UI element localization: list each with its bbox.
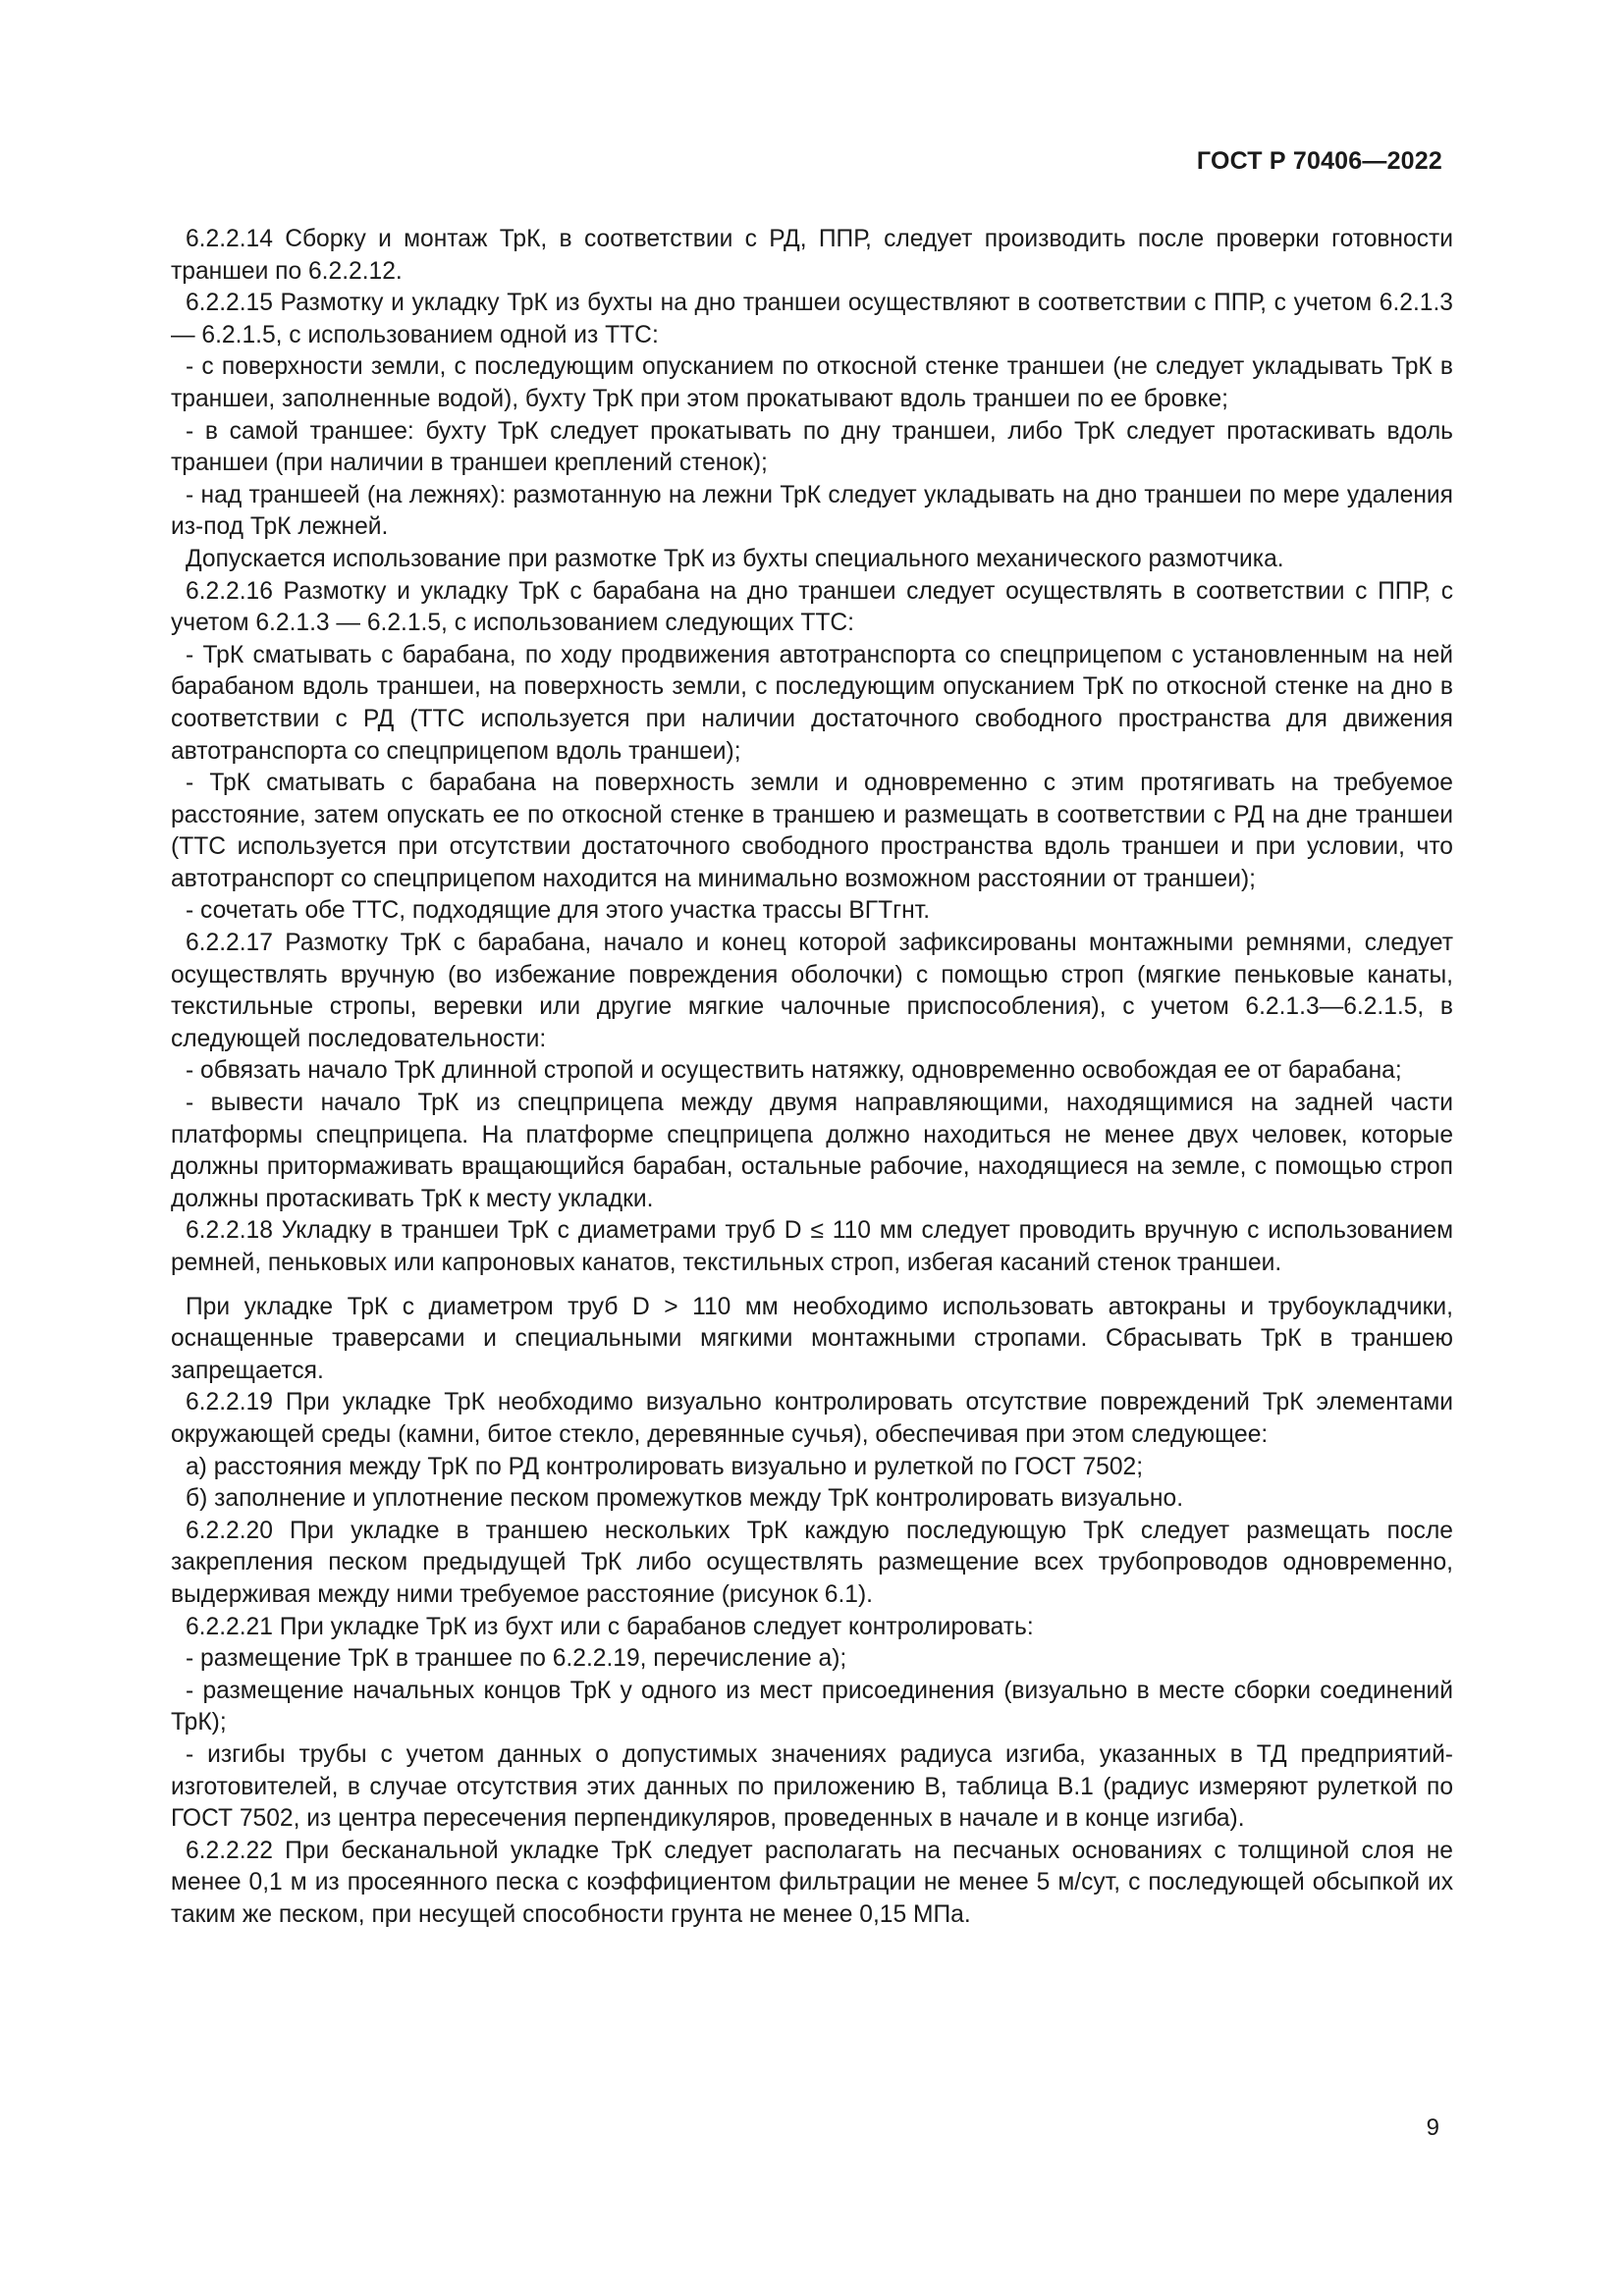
list-item: б) заполнение и уплотнение песком промежутков между ТрК контролировать визуально.: [186, 1485, 1184, 1513]
paragraph-note: Допускается использование при размотке ТрК из бухты специального механического размотчика.: [186, 545, 1284, 572]
paragraph-6-2-2-19: 6.2.2.19 При укладке ТрК необходимо визуально контролировать отсутствие повреждений ТрК элементами окружающей среды (камни, битое стекло, деревянные сучья), обеспечивая при этом следующее:: [171, 1389, 1453, 1448]
paragraph-6-2-2-15: 6.2.2.15 Размотку и укладку ТрК из бухты на дно траншеи осуществляют в соответствии с ППР, с учетом 6.2.1.3 — 6.2.1.5, с использованием одной из ТТС:: [171, 290, 1453, 348]
body-text: [171, 224, 1453, 1931]
list-item: а) расстояния между ТрК по РД контролировать визуально и рулеткой по ГОСТ 7502;: [186, 1453, 1144, 1480]
paragraph-6-2-2-18: 6.2.2.18 Укладку в траншеи ТрК с диаметрами труб D ≤ 110 мм следует проводить вручную с использованием ремней, пеньковых или капроновых канатов, текстильных строп, избегая касаний стенок траншеи.: [171, 1217, 1453, 1276]
list-item: - обвязать начало ТрК длинной стропой и осуществить натяжку, одновременно освобождая ее от барабана;: [186, 1057, 1402, 1085]
list-item: - над траншеей (на лежнях): размотанную на лежни ТрК следует укладывать на дно траншеи по мере удаления из-под ТрК лежней.: [171, 481, 1453, 541]
paragraph-6-2-2-21: 6.2.2.21 При укладке ТрК из бухт или с барабанов следует контролировать:: [186, 1613, 1034, 1640]
list-item: - изгибы трубы с учетом данных о допустимых значениях радиуса изгиба, указанных в ТД предприятий-изготовителей, в случае отсутствия этих данных по приложению В, таблица В.1 (радиус измеряют рулеткой по ГОСТ 7502, из центра пересечения перпендикуляров, проведенных в начале и в конце изгиба).: [171, 1740, 1453, 1833]
list-item: - в самой траншее: бухту ТрК следует прокатывать по дну траншеи, либо ТрК следует протаскивать вдоль траншеи (при наличии в траншеи креплений стенок);: [171, 417, 1453, 477]
list-item: - размещение ТрК в траншее по 6.2.2.19, перечисление а);: [186, 1645, 847, 1673]
paragraph-6-2-2-14: 6.2.2.14 Сборку и монтаж ТрК, в соответствии с РД, ППР, следует производить после проверки готовности траншеи по 6.2.2.12.: [171, 226, 1453, 285]
list-item: - с поверхности земли, с последующим опусканием по откосной стенке траншеи (не следует укладывать ТрК в траншеи, заполненные водой), бухту ТрК при этом прокатывают вдоль траншеи по ее бровке;: [171, 353, 1453, 412]
list-item: - ТрК сматывать с барабана на поверхность земли и одновременно с этим протягивать на требуемое расстояние, затем опускать ее по откосной стенке в траншею и размещать в соответствии с РД на дне траншеи (ТТС используется при отсутствии достаточного свободного пространства вдоль траншеи и при условии, что автотранспорт со спецприцепом находится на минимально возможном расстоянии от траншеи);: [171, 770, 1453, 892]
list-item: - сочетать обе ТТС, подходящие для этого участка трассы ВГТгнт.: [186, 897, 931, 925]
paragraph-6-2-2-20: 6.2.2.20 При укладке в траншею нескольких ТрК каждую последующую ТрК следует размещать после закрепления песком предыдущей ТрК либо осуществлять размещение всех трубопроводов одновременно, выдерживая между ними требуемое расстояние (рисунок 6.1).: [171, 1517, 1453, 1608]
paragraph-6-2-2-16: 6.2.2.16 Размотку и укладку ТрК с барабана на дно траншеи следует осуществлять в соответствии с ППР, с учетом 6.2.1.3 — 6.2.1.5, с использованием следующих ТТС:: [171, 577, 1453, 637]
list-item: - размещение начальных концов ТрК у одного из мест присоединения (визуально в месте сборки соединений ТрК);: [171, 1677, 1453, 1736]
page-number: 9: [1426, 2114, 1439, 2141]
standard-code-header: ГОСТ Р 70406—2022: [1196, 147, 1442, 175]
paragraph-6-2-2-22: 6.2.2.22 При бесканальной укладке ТрК следует располагать на песчаных основаниях с толщиной слоя не менее 0,1 м из просеянного песка с коэффициентом фильтрации не менее 5 м/сут, с последующей обсыпкой их таким же песком, при несущей способности грунта не менее 0,15 МПа.: [171, 1837, 1453, 1928]
paragraph-large-diameter: При укладке ТрК с диаметром труб D > 110 мм необходимо использовать автокраны и трубоукладчики, оснащенные траверсами и специальными мягкими монтажными стропами. Сбрасывать ТрК в траншею запрещается.: [171, 1293, 1453, 1384]
paragraph-6-2-2-17: 6.2.2.17 Размотку ТрК с барабана, начало и конец которой зафиксированы монтажными ремнями, следует осуществлять вручную (во избежание повреждения оболочки) с помощью строп (мягкие пеньковые канаты, текстильные стропы, веревки или другие мягкие чалочные приспособления), с учетом 6.2.1.3—6.2.1.5, в следующей последовательности:: [171, 930, 1453, 1052]
list-item: - ТрК сматывать с барабана, по ходу продвижения автотранспорта со спецприцепом с установленным на ней барабаном вдоль траншеи, на поверхность земли, с последующим опусканием ТрК по откосной стенке на дно в соответствии с РД (ТТС используется при наличии достаточного свободного пространства для движения автотранспорта со спецприцепом вдоль траншеи);: [171, 641, 1453, 765]
list-item: - вывести начало ТрК из спецприцепа между двумя направляющими, находящимися на задней части платформы спецприцепа. На платформе спецприцепа должно находиться не менее двух человек, которые должны притормаживать вращающийся барабан, остальные рабочие, находящиеся на земле, с помощью строп должны протаскивать ТрК к месту укладки.: [171, 1090, 1453, 1212]
